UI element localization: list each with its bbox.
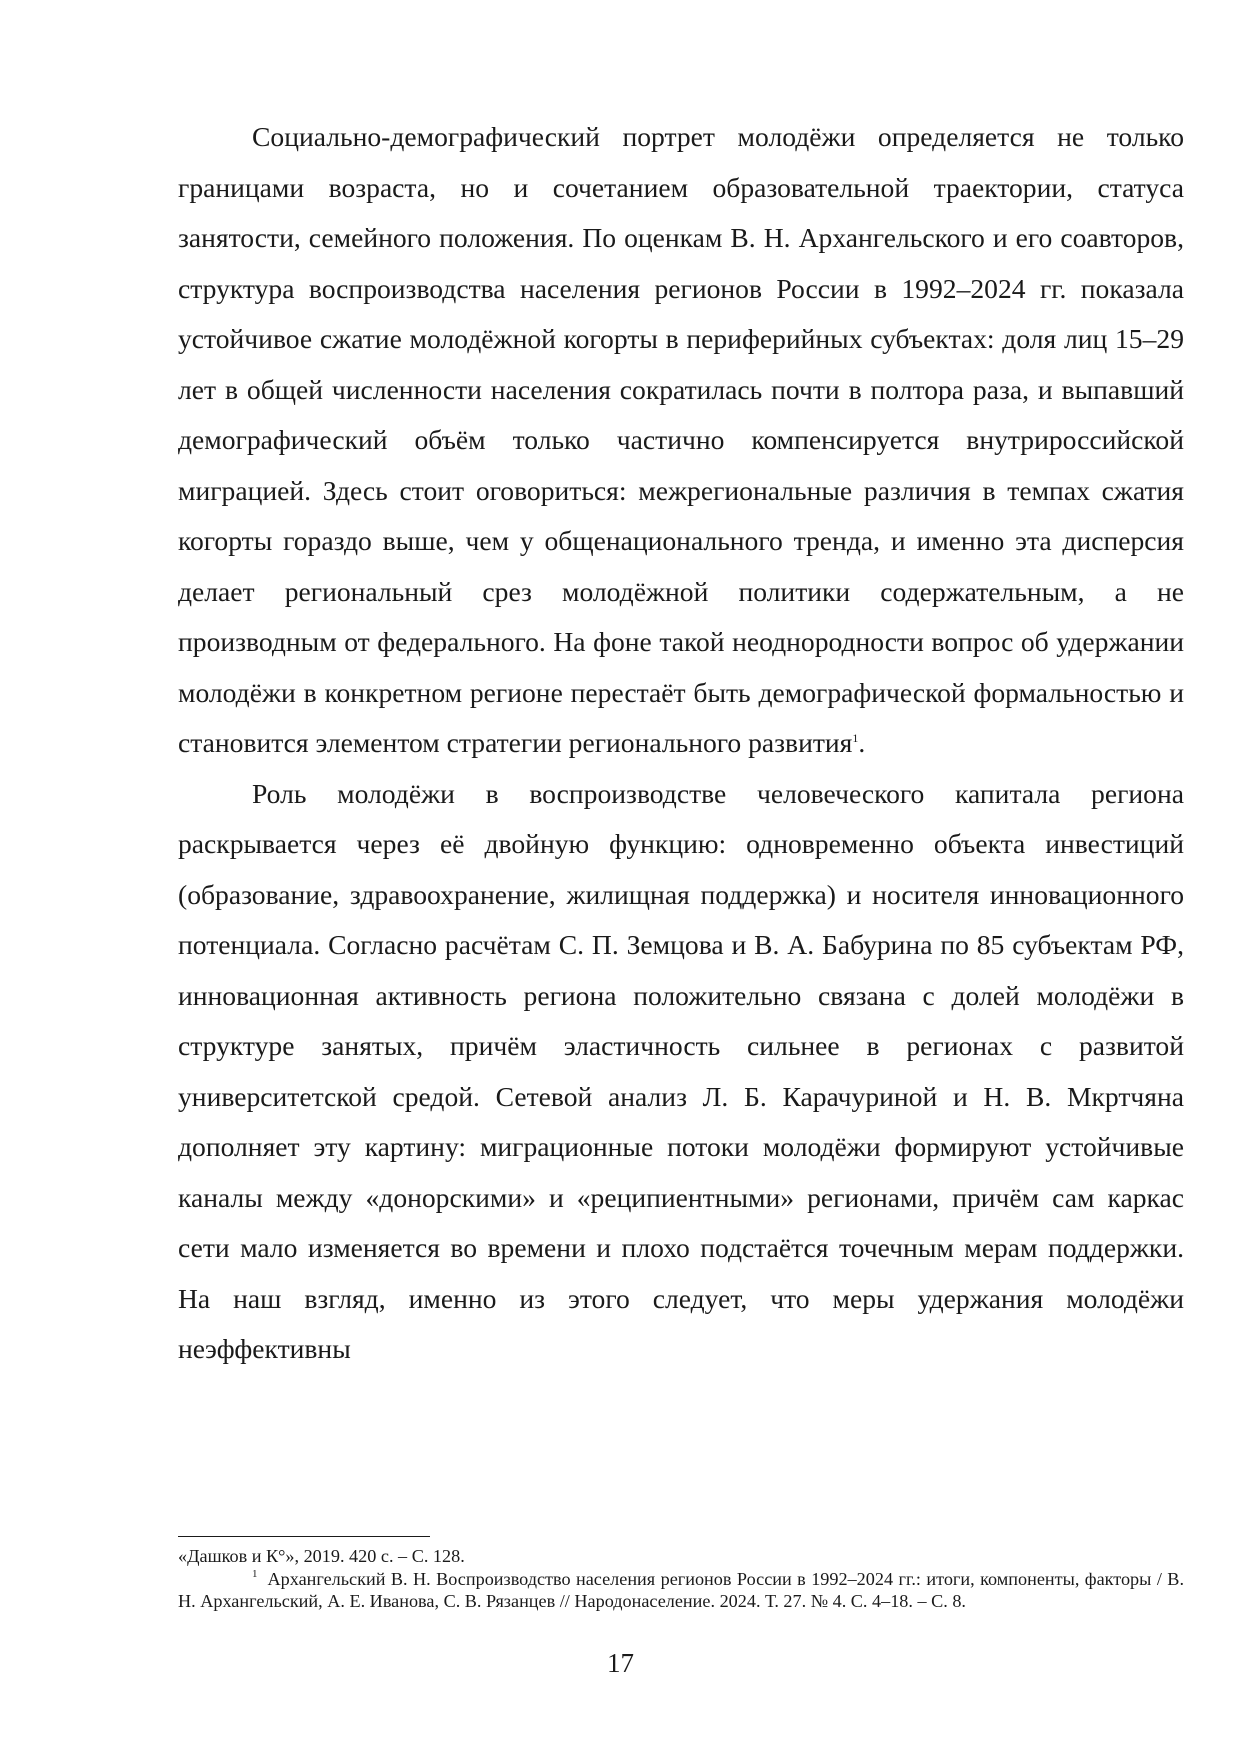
footnote-reference[interactable]: 1	[852, 730, 859, 745]
paragraph-2	[178, 769, 1184, 1375]
footnote-1	[178, 1568, 1184, 1613]
footnote-mark: 1	[252, 1568, 258, 1581]
main-text	[178, 112, 1184, 1375]
paragraph-1-text: Социально-демографический портрет молодёжи определяется не только границами возраста, но и сочетанием образовательной траектории, статуса занятости, семейного положения. По оценкам В. Н. Архангельского и его соавторов, структура воспроизводства населения регионов России в 1992–2024 гг. показала устойчивое сжатие молодёжной когорты в периферийных субъектах: доля лиц 15–29 лет в общей численности населения сократилась почти в полтора раза, и выпавший демографический объём только частично компенсируется внутрироссийской миграцией. Здесь стоит оговориться: межрегиональные различия в темпах сжатия когорты гораздо выше, чем у общенационального тренда, и именно эта дисперсия делает региональный срез молодёжной политики содержательным, а не производным от федерального. На фоне такой неоднородности вопрос об удержании молодёжи в конкретном регионе перестаёт быть демографической формальностью и становится элементом стратегии регионального развития	[178, 121, 1184, 758]
page-number: 17	[607, 1648, 634, 1678]
footnote-continuation: «Дашков и К°», 2019. 420 с. – С. 128.	[178, 1546, 465, 1566]
paragraph-1-tail: .	[858, 727, 866, 758]
footnotes	[178, 1545, 1184, 1613]
footnote-1-text: Архангельский В. Н. Воспроизводство населения регионов России в 1992–2024 гг.: итоги, компоненты, факторы / В. Н. Архангельский, А. Е. Иванова, С. В. Рязанцев // Народонаселение. 2024. Т. 27. № 4. С. 4–18. – С. 8.	[178, 1568, 1184, 1611]
footnote-separator	[178, 1536, 430, 1537]
paragraph-1	[178, 112, 1184, 769]
paragraph-2-text: Роль молодёжи в воспроизводстве человеческого капитала региона раскрывается через её двойную функцию: одновременно объекта инвестиций (образование, здравоохранение, жилищная поддержка) и носителя инновационного потенциала. Согласно расчётам С. П. Земцова и В. А. Бабурина по 85 субъектам РФ, инновационная активность региона положительно связана с долей молодёжи в структуре занятых, причём эластичность сильнее в регионах с развитой университетской средой. Сетевой анализ Л. Б. Карачуриной и Н. В. Мкртчяна дополняет эту картину: миграционные потоки молодёжи формируют устойчивые каналы между «донорскими» и «реципиентными» регионами, причём сам каркас сети мало изменяется во времени и плохо подстаётся точечным мерам поддержки. На наш взгляд, именно из этого следует, что меры удержания молодёжи неэффективны	[178, 777, 1184, 1364]
